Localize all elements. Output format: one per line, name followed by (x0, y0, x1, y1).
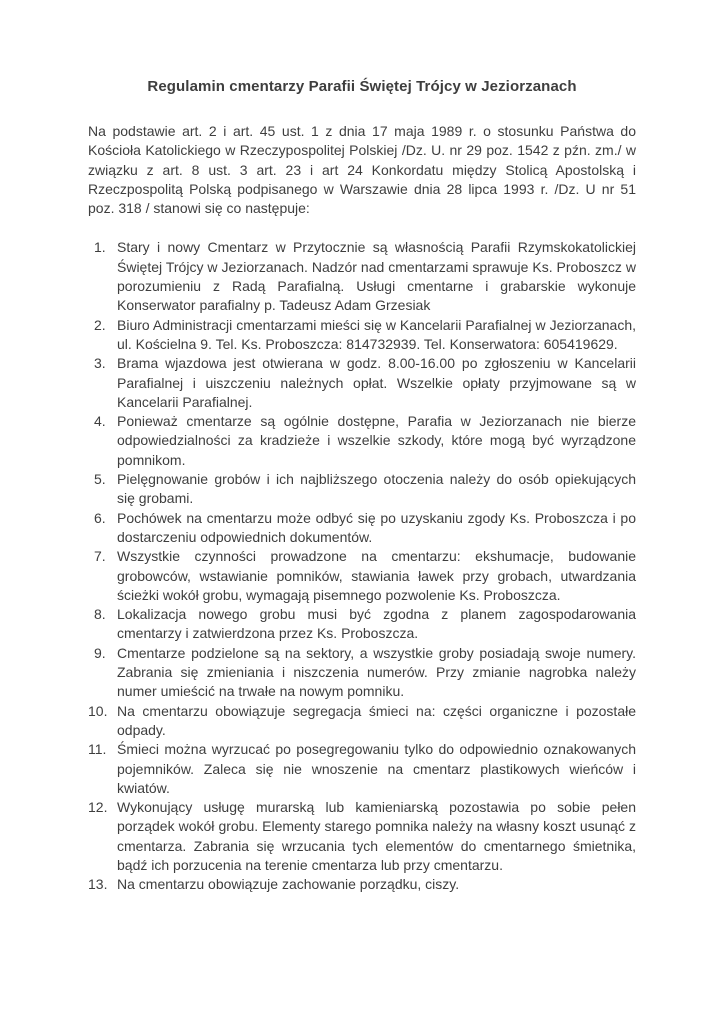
rule-text: Stary i nowy Cmentarz w Przytocznie są własnością Parafii Rzymskokatolickiej Świętej Trójcy w Jeziorzanach. Nadzór nad cmentarzami sprawuje Ks. Proboszcz w porozumieniu z Radą Parafialną. Usługi cmentarne i grabarskie wykonuje Konserwator parafialny p. Tadeusz Adam Grzesiak (117, 239, 636, 314)
rule-item (88, 644, 636, 702)
rule-number: 2. (94, 316, 106, 333)
document-title: Regulamin cmentarzy Parafii Świętej Trójcy w Jeziorzanach (147, 78, 577, 95)
rule-number: 9. (94, 644, 106, 661)
rule-number: 5. (94, 471, 106, 488)
rule-number: 11. (88, 741, 107, 758)
rule-text: Na cmentarzu obowiązuje zachowanie porządku, ciszy. (117, 876, 460, 893)
rule-item (88, 740, 636, 798)
rule-number: 13. (88, 876, 108, 893)
rule-text: Ponieważ cmentarze są ogólnie dostępne, Parafia w Jeziorzanach nie bierze odpowiedzialności za kradzieże i wszelkie szkody, które mogą być wyrządzone pomnikom. (117, 413, 636, 468)
rule-number: 8. (94, 606, 106, 623)
rule-text: Wszystkie czynności prowadzone na cmentarzu: ekshumacje, budowanie grobowców, wstawianie pomników, stawiania ławek przy grobach, utwardzania ścieżki wokół grobu, wymagają pisemnego pozwolenie Ks. Proboszcza. (117, 548, 636, 603)
rule-number: 3. (94, 355, 106, 372)
rules-list (88, 238, 636, 894)
rule-item (88, 875, 636, 894)
rule-item (88, 238, 636, 315)
rule-text: Cmentarze podzielone są na sektory, a wszystkie groby posiadają swoje numery. Zabrania się zmieniania i niszczenia numerów. Przy zmianie nagrobka należy numer umieścić na trwałe na nowym pomniku. (117, 644, 636, 700)
rule-item (88, 412, 636, 470)
preamble-paragraph: Na podstawie art. 2 i art. 45 ust. 1 z dnia 17 maja 1989 r. o stosunku Państwa do Kościoła Katolickiego w Rzeczypospolitej Polskiej /Dz. U. nr 29 poz. 1542 z pźn. zm./ w związku z art. 8 ust. 3 art. 23 i art 24 Konkordatu między Stolicą Apostolską i Rzeczpospolitą Polską podpisanego w Warszawie dnia 28 lipca 1993 r. /Dz. U nr 51 poz. 318 / stanowi się co następuje: (88, 123, 636, 217)
rule-text: Pochówek na cmentarzu może odbyć się po uzyskaniu zgody Ks. Proboszcza i po dostarczeniu odpowiednich dokumentów. (117, 509, 636, 545)
rule-item (88, 354, 636, 412)
rule-item (88, 547, 636, 605)
rule-item (88, 702, 636, 741)
rule-text: Na cmentarzu obowiązuje segregacja śmieci na: części organiczne i pozostałe odpady. (117, 702, 636, 738)
rule-number: 10. (88, 702, 108, 719)
rule-text: Wykonujący usługę murarską lub kamieniarską pozostawia po sobie pełen porządek wokół grobu. Elementy starego pomnika należy na własny koszt usunąć z cmentarza. Zabrania się wrzucania tych elementów do cmentarnego śmietnika, bądź ich porzucenia na terenie cmentarza lub przy cmentarzu. (117, 799, 636, 873)
rule-number: 12. (88, 799, 108, 816)
rule-item (88, 798, 636, 875)
rule-number: 6. (94, 509, 106, 526)
rule-text: Lokalizacja nowego grobu musi być zgodna z planem zagospodarowania cmentarzy i zatwierdzona przez Ks. Proboszcza. (117, 606, 636, 642)
rule-item (88, 316, 636, 355)
rule-text: Biuro Administracji cmentarzami mieści się w Kancelarii Parafialnej w Jeziorzanach, ul. Kościelna 9. Tel. Ks. Proboszcza: 814732939. Tel. Konserwatora: 605419629. (117, 316, 636, 352)
rule-text: Śmieci można wyrzucać po posegregowaniu tylko do odpowiednio oznakowanych pojemników. Zaleca się nie wnoszenie na cmentarz plastikowych wieńców i kwiatów. (117, 741, 636, 796)
rule-item (88, 470, 636, 509)
rule-item (88, 605, 636, 644)
rule-number: 4. (94, 413, 106, 430)
rule-number: 1. (94, 239, 106, 256)
rule-item (88, 509, 636, 548)
rule-text: Brama wjazdowa jest otwierana w godz. 8.00-16.00 po zgłoszeniu w Kancelarii Parafialnej i uiszczeniu należnych opłat. Wszelkie opłaty przyjmowane są w Kancelarii Parafialnej. (117, 355, 636, 410)
rule-number: 7. (94, 548, 106, 565)
rule-text: Pielęgnowanie grobów i ich najbliższego otoczenia należy do osób opiekujących się grobami. (117, 471, 636, 507)
